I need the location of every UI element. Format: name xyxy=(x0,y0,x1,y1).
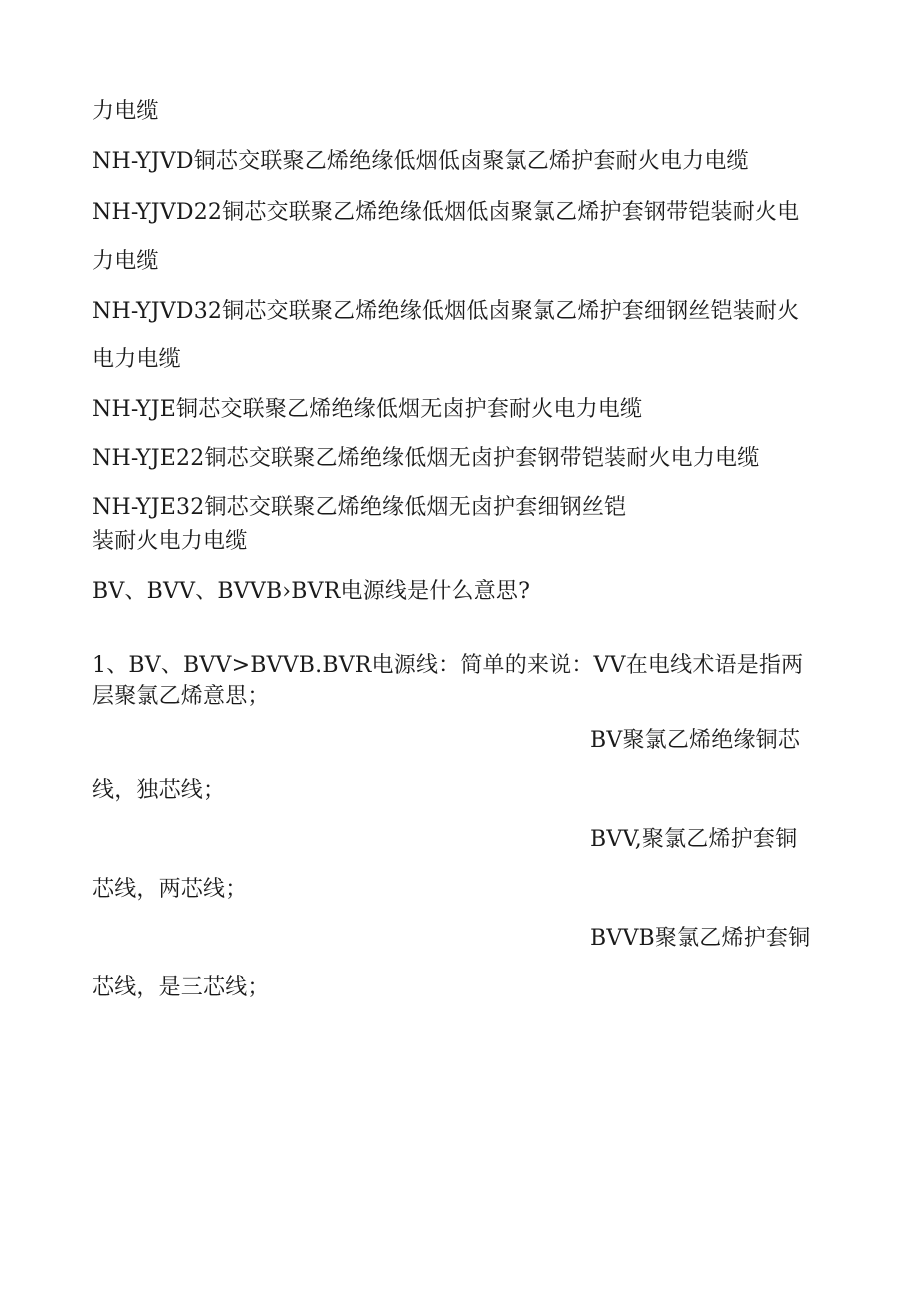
text-line: 力电缆 xyxy=(92,99,159,124)
question-heading: BV、BVV、BVVB›BVR电源线是什么意思? xyxy=(92,579,531,604)
text-line: BVVB聚氯乙烯护套铜 xyxy=(590,926,811,951)
text-line: NH-YJVD32铜芯交联聚乙烯绝缘低烟低卤聚氯乙烯护套细钢丝铠装耐火 xyxy=(92,299,800,324)
text-line: NH-YJE32铜芯交联聚乙烯绝缘低烟无卤护套细钢丝铠 xyxy=(92,495,627,520)
text-line: 芯线，是三芯线； xyxy=(92,975,270,1000)
text-line: 1、BV、BVV>BVVB.BVR电源线：简单的来说：VV在电线术语是指两 xyxy=(92,653,804,678)
text-line: BV聚氯乙烯绝缘铜芯 xyxy=(590,728,801,753)
text-line: NH-YJE22铜芯交联聚乙烯绝缘低烟无卤护套钢带铠装耐火电力电缆 xyxy=(92,446,760,471)
text-line: 力电缆 xyxy=(92,249,159,274)
text-line: 层聚氯乙烯意思； xyxy=(92,684,270,709)
text-line: 线，独芯线； xyxy=(92,778,226,803)
text-line: 电力电缆 xyxy=(92,347,181,372)
text-line: NH-YJE铜芯交联聚乙烯绝缘低烟无卤护套耐火电力电缆 xyxy=(92,397,643,422)
text-line: NH-YJVD铜芯交联聚乙烯绝缘低烟低卤聚氯乙烯护套耐火电力电缆 xyxy=(92,149,749,174)
text-line: 芯线，两芯线； xyxy=(92,877,248,902)
text-line: NH-YJVD22铜芯交联聚乙烯绝缘低烟低卤聚氯乙烯护套钢带铠装耐火电 xyxy=(92,200,800,225)
text-line: BVV,聚氯乙烯护套铜 xyxy=(590,827,798,852)
text-line: 装耐火电力电缆 xyxy=(92,529,248,554)
